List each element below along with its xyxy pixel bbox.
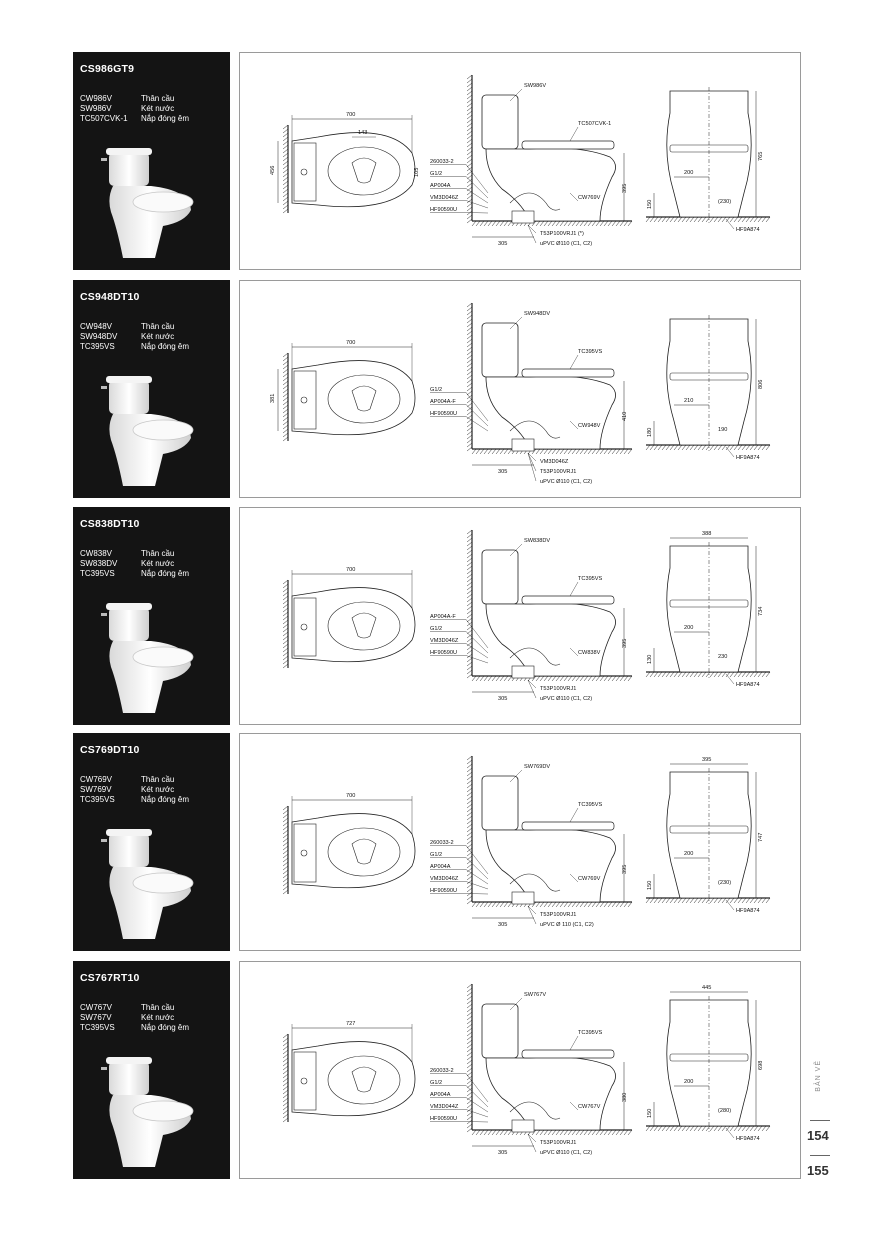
pipe-label: T53P100VRJ1	[540, 686, 577, 692]
technical-drawing	[239, 52, 801, 270]
side-height-dim: 395	[622, 864, 628, 874]
plan-width-dim: 700	[346, 340, 356, 346]
side-rough-dim: 305	[498, 241, 508, 247]
front-view	[646, 315, 770, 461]
fitting-label: G1/2	[430, 626, 443, 632]
part-description: Nắp đóng êm	[141, 114, 190, 123]
product-panel	[73, 52, 230, 270]
part-row	[80, 114, 189, 124]
front-inlet-dim: 200	[684, 625, 694, 631]
product-panel	[73, 961, 230, 1179]
plan-width-dim: 727	[346, 1021, 356, 1027]
part-description: Két nước	[141, 1013, 175, 1022]
bowl-label: CW769V	[578, 195, 601, 201]
side-height-dim: 395	[622, 183, 628, 193]
fitting-label: 260033-2	[430, 840, 454, 846]
front-offset-dim: (280)	[718, 1108, 732, 1114]
model-code: CS986GT9	[80, 63, 135, 75]
side-view	[430, 756, 632, 928]
seat-label: TC507CVK-1	[578, 121, 612, 127]
part-row	[80, 1013, 189, 1023]
part-row	[80, 332, 189, 342]
pipe-label: T53P100VRJ1	[540, 469, 577, 475]
fitting-label: HF90590U	[430, 411, 458, 417]
front-floor-dim: 150	[647, 199, 653, 209]
side-rough-dim: 305	[498, 1150, 508, 1156]
bowl-label: CW769V	[578, 876, 601, 882]
technical-drawing	[239, 733, 801, 951]
toilet-photo	[93, 366, 211, 488]
product-row	[73, 961, 801, 1179]
part-description: Thân cầu	[141, 549, 175, 558]
part-row	[80, 104, 189, 114]
side-rough-dim: 305	[498, 922, 508, 928]
model-code: CS769DT10	[80, 744, 140, 756]
product-row	[73, 507, 801, 725]
part-description: Nắp đóng êm	[141, 342, 190, 351]
fitting-label: HF90590U	[430, 207, 458, 213]
flange-label: HF9A874	[736, 227, 760, 233]
front-view	[646, 87, 770, 233]
front-inlet-dim: 200	[684, 1079, 694, 1085]
product-row	[73, 733, 801, 951]
pipe-label: T53P100VRJ1 (*)	[540, 231, 584, 237]
fitting-label: AP004A	[430, 1092, 451, 1098]
tank-label: SW986V	[524, 83, 547, 89]
side-view	[430, 75, 632, 247]
pipe-label: uPVC Ø110 (C1, C2)	[540, 241, 593, 247]
parts-list	[80, 775, 189, 805]
toilet-photo	[93, 138, 211, 260]
front-view	[646, 985, 770, 1142]
plan-width-dim: 700	[346, 112, 356, 118]
flange-label: HF9A874	[736, 682, 760, 688]
side-height-dim: 395	[622, 638, 628, 648]
part-row	[80, 559, 189, 569]
pipe-label: uPVC Ø110 (C1, C2)	[540, 1150, 593, 1156]
page-number: 155	[807, 1163, 829, 1178]
part-description: Nắp đóng êm	[141, 569, 190, 578]
part-row	[80, 775, 189, 785]
pipe-label: T53P100VRJ1	[540, 912, 577, 918]
front-height-dim: 698	[758, 1060, 764, 1070]
part-description: Két nước	[141, 559, 175, 568]
fitting-label: AP004A-F	[430, 614, 456, 620]
part-code: CW948V	[80, 322, 113, 331]
front-offset-dim: (230)	[718, 880, 732, 886]
technical-drawing	[239, 280, 801, 498]
front-height-dim: 734	[758, 606, 764, 616]
plan-view	[270, 340, 415, 441]
model-code: CS767RT10	[80, 972, 140, 984]
fitting-label: 260033-2	[430, 1068, 454, 1074]
product-row	[73, 52, 801, 270]
part-row	[80, 1003, 189, 1013]
part-code: SW948DV	[80, 332, 118, 341]
seat-label: TC395VS	[578, 349, 603, 355]
toilet-photo	[93, 819, 211, 941]
pipe-label: uPVC Ø 110 (C1, C2)	[540, 922, 594, 928]
plan-view	[283, 1021, 415, 1122]
fitting-label: HF90590U	[430, 650, 458, 656]
part-code: CW986V	[80, 94, 113, 103]
part-code: CW838V	[80, 549, 113, 558]
side-height-dim: 380	[622, 1092, 628, 1102]
model-code: CS838DT10	[80, 518, 140, 530]
side-height-dim: 410	[622, 411, 628, 421]
side-rough-dim: 305	[498, 469, 508, 475]
side-view	[430, 984, 632, 1156]
part-description: Nắp đóng êm	[141, 795, 190, 804]
page-sidebar	[805, 1050, 835, 1190]
front-view	[646, 531, 770, 688]
front-offset-dim: (230)	[718, 199, 732, 205]
front-width-dim: 388	[702, 531, 712, 537]
part-code: CW767V	[80, 1003, 113, 1012]
plan-view	[283, 793, 415, 894]
part-description: Thân cầu	[141, 1003, 175, 1012]
part-code: TC395VS	[80, 1023, 115, 1032]
plan-small-dim: 105	[414, 167, 420, 177]
bowl-label: CW767V	[578, 1104, 601, 1110]
front-height-dim: 747	[758, 832, 764, 842]
fitting-label: HF90590U	[430, 888, 458, 894]
plan-view	[283, 567, 415, 668]
product-panel	[73, 733, 230, 951]
front-width-dim: 395	[702, 757, 712, 763]
seat-label: TC395VS	[578, 802, 603, 808]
front-height-dim: 806	[758, 379, 764, 389]
plan-width-dim: 700	[346, 567, 356, 573]
bowl-label: CW838V	[578, 650, 601, 656]
seat-label: TC395VS	[578, 576, 603, 582]
fitting-label: VM3D046Z	[430, 638, 459, 644]
front-inlet-dim: 200	[684, 170, 694, 176]
part-description: Két nước	[141, 332, 175, 341]
side-rough-dim: 305	[498, 696, 508, 702]
part-code: TC395VS	[80, 342, 115, 351]
section-label: BẢN VẼ	[815, 1060, 822, 1092]
flange-label: HF9A874	[736, 455, 760, 461]
flange-label: HF9A874	[736, 1136, 760, 1142]
fitting-label: G1/2	[430, 852, 443, 858]
part-code: TC507CVK-1	[80, 114, 128, 123]
part-description: Thân cầu	[141, 322, 175, 331]
product-panel	[73, 280, 230, 498]
part-row	[80, 94, 189, 104]
part-code: CW769V	[80, 775, 113, 784]
parts-list	[80, 322, 189, 352]
part-description: Thân cầu	[141, 94, 175, 103]
front-offset-dim: 190	[718, 427, 728, 433]
front-inlet-dim: 200	[684, 851, 694, 857]
side-view	[430, 303, 632, 485]
parts-list	[80, 1003, 189, 1033]
fitting-label: VM3D046Z	[430, 876, 459, 882]
fitting-label: G1/2	[430, 387, 443, 393]
part-description: Nắp đóng êm	[141, 1023, 190, 1032]
parts-list	[80, 94, 189, 124]
plan-inner-dim: 143	[358, 130, 368, 136]
part-row	[80, 322, 189, 332]
part-description: Két nước	[141, 785, 175, 794]
pipe-label: T53P100VRJ1	[540, 1140, 577, 1146]
part-code: TC395VS	[80, 795, 115, 804]
plan-depth-dim: 381	[270, 393, 276, 403]
plan-view	[270, 112, 420, 213]
part-code: TC395VS	[80, 569, 115, 578]
pipe-label: uPVC Ø110 (C1, C2)	[540, 696, 593, 702]
fitting-label: G1/2	[430, 1080, 443, 1086]
technical-drawing	[239, 507, 801, 725]
tank-label: SW769DV	[524, 764, 551, 770]
fitting-label: AP004A	[430, 864, 451, 870]
seat-label: TC395VS	[578, 1030, 603, 1036]
toilet-photo	[93, 1047, 211, 1169]
pipe-label: VM3D046Z	[540, 459, 569, 465]
plan-width-dim: 700	[346, 793, 356, 799]
bowl-label: CW948V	[578, 423, 601, 429]
product-row	[73, 280, 801, 498]
fitting-label: VM3D046Z	[430, 195, 459, 201]
part-description: Thân cầu	[141, 775, 175, 784]
part-row	[80, 342, 189, 352]
part-code: SW986V	[80, 104, 112, 113]
toilet-photo	[93, 593, 211, 715]
product-panel	[73, 507, 230, 725]
parts-list	[80, 549, 189, 579]
part-code: SW838DV	[80, 559, 118, 568]
front-floor-dim: 150	[647, 1108, 653, 1118]
part-row	[80, 569, 189, 579]
side-view	[430, 530, 632, 702]
front-view	[646, 757, 770, 914]
plan-depth-dim: 456	[270, 165, 276, 175]
fitting-label: AP004A	[430, 183, 451, 189]
fitting-label: VM3D044Z	[430, 1104, 459, 1110]
divider	[810, 1155, 830, 1156]
front-offset-dim: 230	[718, 654, 728, 660]
flange-label: HF9A874	[736, 908, 760, 914]
part-code: SW769V	[80, 785, 112, 794]
fitting-label: HF90590U	[430, 1116, 458, 1122]
fitting-label: G1/2	[430, 171, 443, 177]
tank-label: SW838DV	[524, 538, 551, 544]
divider	[810, 1120, 830, 1121]
part-code: SW767V	[80, 1013, 112, 1022]
front-floor-dim: 180	[647, 427, 653, 437]
fitting-label: 260033-2	[430, 159, 454, 165]
technical-drawing	[239, 961, 801, 1179]
front-floor-dim: 150	[647, 880, 653, 890]
part-description: Két nước	[141, 104, 175, 113]
tank-label: SW948DV	[524, 311, 551, 317]
front-floor-dim: 130	[647, 654, 653, 664]
fitting-label: AP004A-F	[430, 399, 456, 405]
part-row	[80, 795, 189, 805]
part-row	[80, 785, 189, 795]
pipe-label: uPVC Ø110 (C1, C2)	[540, 479, 593, 485]
front-height-dim: 765	[758, 151, 764, 161]
model-code: CS948DT10	[80, 291, 140, 303]
tank-label: SW767V	[524, 992, 547, 998]
part-row	[80, 1023, 189, 1033]
page-number: 154	[807, 1128, 829, 1143]
front-width-dim: 445	[702, 985, 712, 991]
front-inlet-dim: 210	[684, 398, 694, 404]
part-row	[80, 549, 189, 559]
